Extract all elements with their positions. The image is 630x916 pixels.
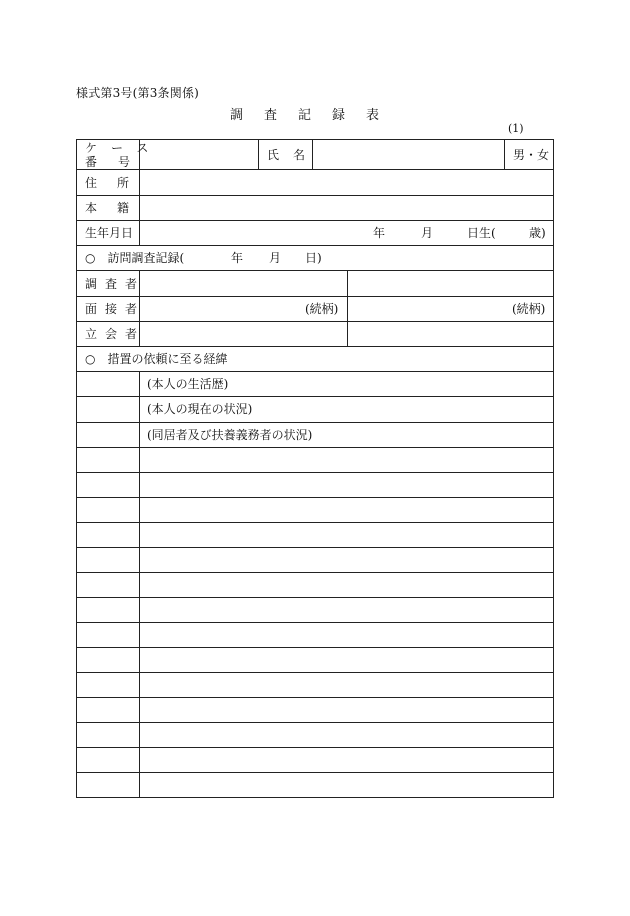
visit-month-label: 月 [269, 251, 282, 265]
row-line [77, 169, 553, 170]
row-line [77, 270, 553, 271]
age-label: 歳) [529, 226, 546, 240]
current-status-label: (本人の現在の状況) [147, 402, 253, 416]
row-line [77, 597, 553, 598]
row-line [77, 697, 553, 698]
witness-label: 立会者 [85, 327, 146, 341]
address-label: 住所 [85, 176, 150, 190]
row-line [77, 472, 553, 473]
household-label: (同居者及び扶養義務者の状況) [147, 428, 313, 442]
row-line [77, 245, 553, 246]
visit-year-label: 年 [231, 251, 244, 265]
row-line [77, 572, 553, 573]
relation-right-label: (続柄) [512, 302, 546, 316]
column-line [504, 140, 505, 169]
visit-record-heading: ○ 訪問調査記録( [85, 251, 185, 265]
domicile-label: 本籍 [85, 201, 150, 215]
row-line [77, 772, 553, 773]
row-line [77, 195, 553, 196]
row-line [77, 647, 553, 648]
investigator-label: 調査者 [85, 277, 146, 291]
record-sheet [76, 139, 554, 798]
row-line [77, 220, 553, 221]
birth-day-label: 日生( [467, 226, 496, 240]
row-line [77, 371, 553, 372]
row-line [77, 321, 553, 322]
visit-day-label: 日) [305, 251, 322, 265]
document-title [0, 104, 630, 123]
row-line [77, 447, 553, 448]
page-number: (1) [508, 122, 524, 135]
row-line [77, 422, 553, 423]
row-line [77, 622, 553, 623]
column-line [347, 270, 348, 346]
row-line [77, 747, 553, 748]
document-title-text: 調査記録表 [229, 108, 400, 123]
life-history-label: (本人の生活歴) [147, 377, 229, 391]
row-line [77, 296, 553, 297]
case-number-label-line2: 番号 [85, 155, 152, 169]
case-number-label-line1: ケース [85, 141, 163, 155]
relation-left-label: (続柄) [305, 302, 339, 316]
row-line [77, 722, 553, 723]
row-line [77, 497, 553, 498]
birthdate-label: 生年月日 [85, 226, 134, 240]
row-line [77, 396, 553, 397]
row-line [77, 522, 553, 523]
row-line [77, 547, 553, 548]
measures-heading: ○ 措置の依頼に至る経緯 [85, 352, 228, 366]
column-line [258, 140, 259, 169]
interviewee-label: 面接者 [85, 302, 146, 316]
birth-month-label: 月 [421, 226, 434, 240]
column-line [139, 371, 140, 797]
birth-year-label: 年 [373, 226, 386, 240]
form-label: 様式第3号(第3条関係) [76, 86, 200, 100]
row-line [77, 346, 553, 347]
row-line [77, 672, 553, 673]
gender-label: 男・女 [513, 148, 550, 162]
name-label: 氏名 [267, 148, 320, 162]
